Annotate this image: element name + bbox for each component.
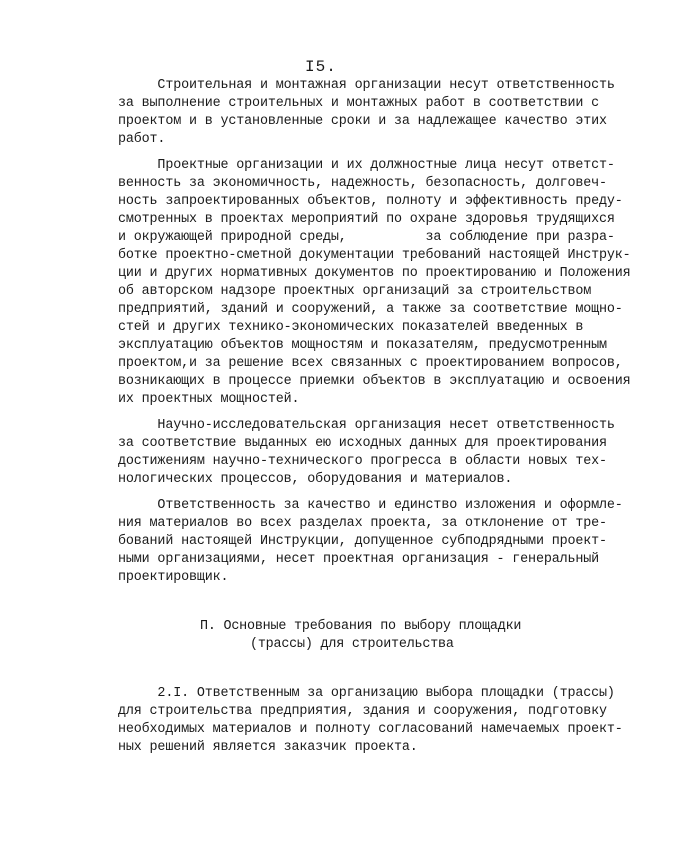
clause-line: 2.I. Ответственным за организацию выбора площадки (трассы) bbox=[118, 686, 615, 701]
clause-line: ных решений является заказчик проекта. bbox=[118, 740, 418, 755]
clause-line: необходимых материалов и полноту согласований намечаемых проект- bbox=[118, 722, 623, 737]
paragraph-line: за выполнение строительных и монтажных работ в соответствии с bbox=[118, 96, 600, 111]
paragraph-line: их проектных мощностей. bbox=[118, 392, 300, 407]
section-heading-line: П. Основные требования по выбору площадки bbox=[200, 619, 522, 634]
paragraph-line: работ. bbox=[118, 132, 166, 147]
paragraph-line: об авторском надзоре проектных организаций за строительством bbox=[118, 284, 592, 299]
paragraph-line: проектировщик. bbox=[118, 570, 229, 585]
paragraph-line: венность за экономичность, надежность, безопасность, долговеч- bbox=[118, 176, 607, 191]
paragraph-line: Ответственность за качество и единство изложения и оформле- bbox=[118, 498, 623, 513]
paragraph-line: достижениям научно-технического прогресса в области новых тех- bbox=[118, 454, 607, 469]
paragraph-line: Проектные организации и их должностные лица несут ответст- bbox=[118, 158, 615, 173]
paragraph-line: и окружающей природной среды, за соблюдение при разра- bbox=[118, 230, 615, 245]
paragraph-line: нологических процессов, оборудования и материалов. bbox=[118, 472, 513, 487]
page-number: I5. bbox=[305, 58, 337, 76]
paragraph-line: бований настоящей Инструкции, допущенное субподрядными проект- bbox=[118, 534, 607, 549]
paragraph-line: ции и других нормативных документов по проектированию и Положения bbox=[118, 266, 631, 281]
paragraph-line: ботке проектно-сметной документации требований настоящей Инструк- bbox=[118, 248, 631, 263]
paragraph-line: ность запроектированных объектов, полноту и эффективность преду- bbox=[118, 194, 623, 209]
paragraph-line: стей и других технико-экономических показателей введенных в bbox=[118, 320, 584, 335]
paragraph-line: Строительная и монтажная организации несут ответственность bbox=[118, 78, 615, 93]
paragraph-line: ными организациями, несет проектная организация - генеральный bbox=[118, 552, 600, 567]
paragraph-line: проектом и в установленные сроки и за надлежащее качество этих bbox=[118, 114, 607, 129]
paragraph-line: эксплуатацию объектов мощностям и показателям, предусмотренным bbox=[118, 338, 607, 353]
paragraph-line: проектом,и за решение всех связанных с проектированием вопросов, bbox=[118, 356, 623, 371]
paragraph-line: за соответствие выданных ею исходных данных для проектирования bbox=[118, 436, 607, 451]
paragraph-line: Научно-исследовательская организация несет ответственность bbox=[118, 418, 615, 433]
paragraph-line: предприятий, зданий и сооружений, а также за соответствие мощно- bbox=[118, 302, 623, 317]
paragraph-line: смотренных в проектах мероприятий по охране здоровья трудящихся bbox=[118, 212, 615, 227]
section-heading-line: (трассы) для строительства bbox=[250, 637, 454, 652]
clause-line: для строительства предприятия, здания и сооружения, подготовку bbox=[118, 704, 607, 719]
paragraph-line: возникающих в процессе приемки объектов в эксплуатацию и освоения bbox=[118, 374, 631, 389]
paragraph-line: ния материалов во всех разделах проекта, за отклонение от тре- bbox=[118, 516, 607, 531]
